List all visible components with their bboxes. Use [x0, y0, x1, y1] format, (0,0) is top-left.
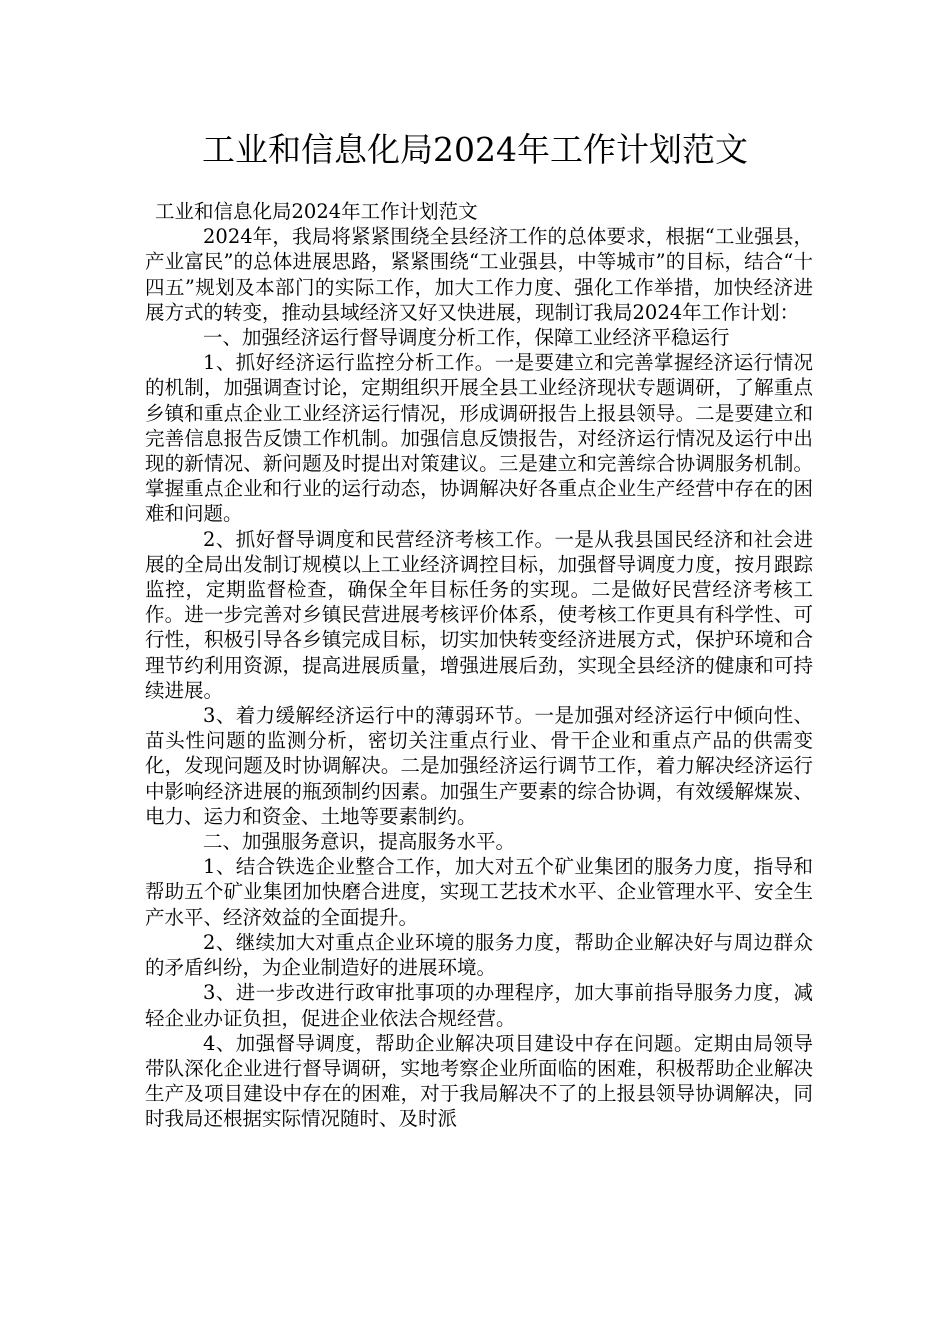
document-subtitle: 工业和信息化局2024年工作计划范文	[155, 200, 478, 223]
paragraph: 3、进一步改进行政审批事项的办理程序，加大事前指导服务力度，减轻企业办证负担，促进企业依法合规经营。	[145, 981, 813, 1030]
intro-paragraph: 2024年，我局将紧紧围绕全县经济工作的总体要求，根据“工业强县，产业富民”的总体进展思路，紧紧围绕“工业强县，中等城市”的目标，结合“十四五”规划及本部门的实际工作，加大工作力度、强化工作举措，加快经济进展方式的转变，推动县域经济又好又快进展，现制订我局2024年工作计划：	[145, 225, 813, 324]
section-heading-2: 二、加强服务意识，提高服务水平。	[203, 830, 516, 854]
document-body	[145, 199, 813, 1132]
paragraph: 1、结合铁选企业整合工作，加大对五个矿业集团的服务力度，指导和帮助五个矿业集团加快磨合进度，实现工艺技术水平、企业管理水平、安全生产水平、经济效益的全面提升。	[145, 855, 813, 929]
paragraph: 2、抓好督导调度和民营经济考核工作。一是从我县国民经济和社会进展的全局出发制订规模以上工业经济调控目标，加强督导调度力度，按月跟踪监控，定期监督检查，确保全年目标任务的实现。二是做好民营经济考核工作。进一步完善对乡镇民营进展考核评价体系，使考核工作更具有科学性、可行性，积极引导各乡镇完成目标，切实加快转变经济进展方式，保护环境和合理节约利用资源，提高进展质量，增强进展后劲，实现全县经济的健康和可持续进展。	[145, 527, 813, 702]
document-title: 工业和信息化局2024年工作计划范文	[202, 130, 748, 169]
paragraph: 3、着力缓解经济运行中的薄弱环节。一是加强对经济运行中倾向性、苗头性问题的监测分析，密切关注重点行业、骨干企业和重点产品的供需变化，发现问题及时协调解决。二是加强经济运行调节工作，着力解决经济运行中影响经济进展的瓶颈制约因素。加强生产要素的综合协调，有效缓解煤炭、电力、运力和资金、土地等要素制约。	[145, 704, 813, 828]
section-heading-1: 一、加强经济运行督导调度分析工作，保障工业经济平稳运行	[203, 326, 730, 350]
paragraph: 1、抓好经济运行监控分析工作。一是要建立和完善掌握经济运行情况的机制，加强调查讨论，定期组织开展全县工业经济现状专题调研，了解重点乡镇和重点企业工业经济运行情况，形成调研报告上报县领导。二是要建立和完善信息报告反馈工作机制。加强信息反馈报告，对经济运行情况及运行中出现的新情况、新问题及时提出对策建议。三是建立和完善综合协调服务机制。掌握重点企业和行业的运行动态，协调解决好各重点企业生产经营中存在的困难和问题。	[145, 351, 813, 526]
paragraph: 2、继续加大对重点企业环境的服务力度，帮助企业解决好与周边群众的矛盾纠纷，为企业制造好的进展环境。	[145, 930, 813, 980]
paragraph: 4、加强督导调度，帮助企业解决项目建设中存在问题。定期由局领导带队深化企业进行督导调研，实地考察企业所面临的困难，积极帮助企业解决生产及项目建设中存在的困难，对于我局解决不了的上报县领导协调解决，同时我局还根据实际情况随时、及时派	[145, 1031, 813, 1131]
